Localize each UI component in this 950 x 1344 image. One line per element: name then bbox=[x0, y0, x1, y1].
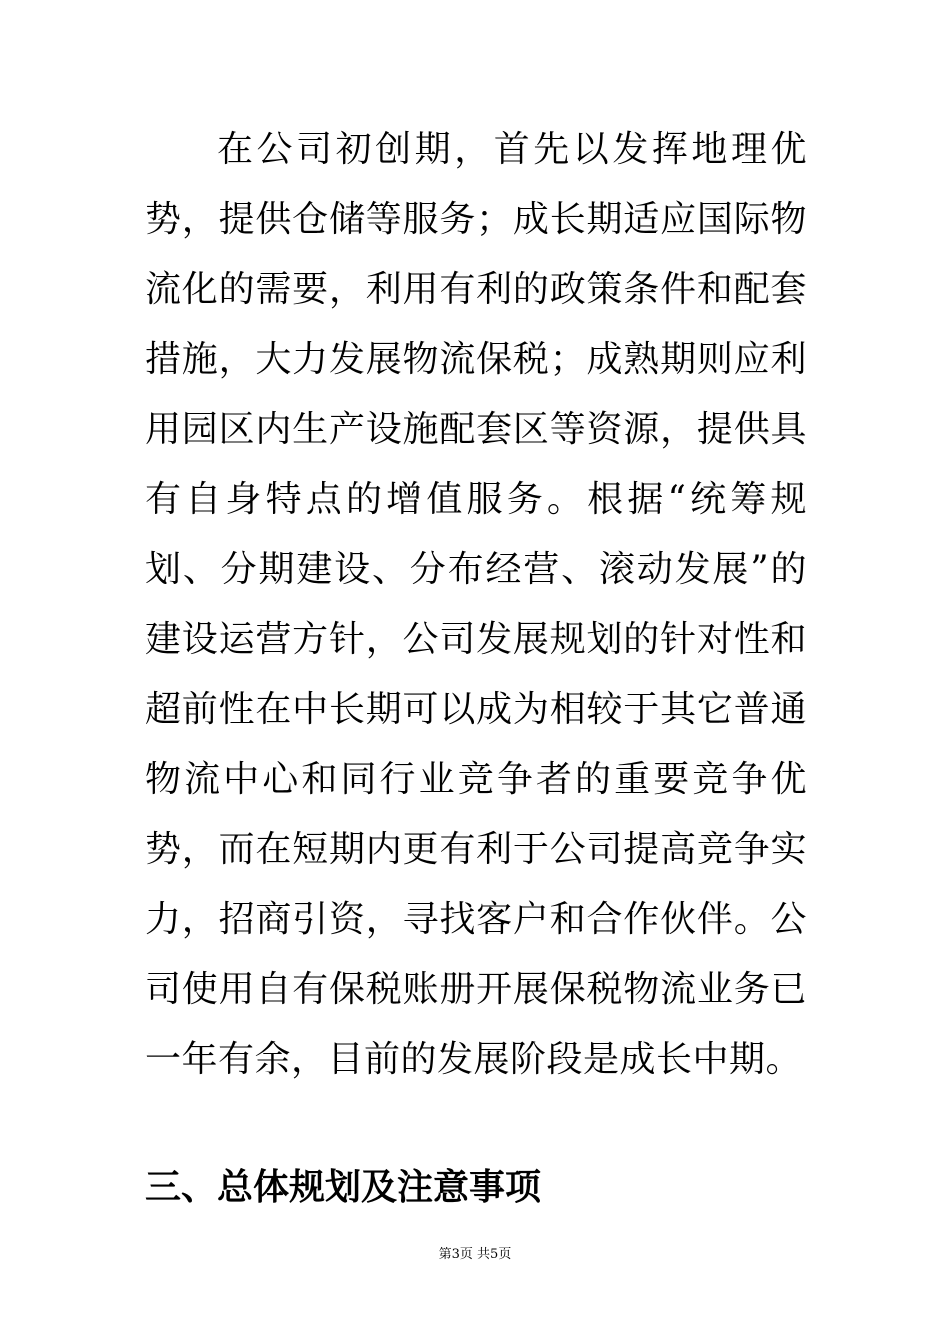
page-number-footer: 第3页 共5页 bbox=[438, 1247, 512, 1262]
body-paragraph: 在公司初创期，首先以发挥地理优势，提供仓储等服务；成长期适应国际物流化的需要，利用有利的政策条件和配套措施，大力发展物流保税；成熟期则应利用园区内生产设施配套区等资源，提供具有自身特点的增值服务。根据“统筹规划、分期建设、分布经营、滚动发展”的建设运营方针，公司发展规划的针对性和超前性在中长期可以成为相较于其它普通物流中心和同行业竞争者的重要竞争优势，而在短期内更有利于公司提高竞争实力，招商引资，寻找客户和合作伙伴。公司使用自有保税账册开展保税物流业务已一年有余，目前的发展阶段是成长中期。 bbox=[145, 129, 807, 1080]
section-heading: 三、总体规划及注意事项 bbox=[145, 1166, 542, 1208]
